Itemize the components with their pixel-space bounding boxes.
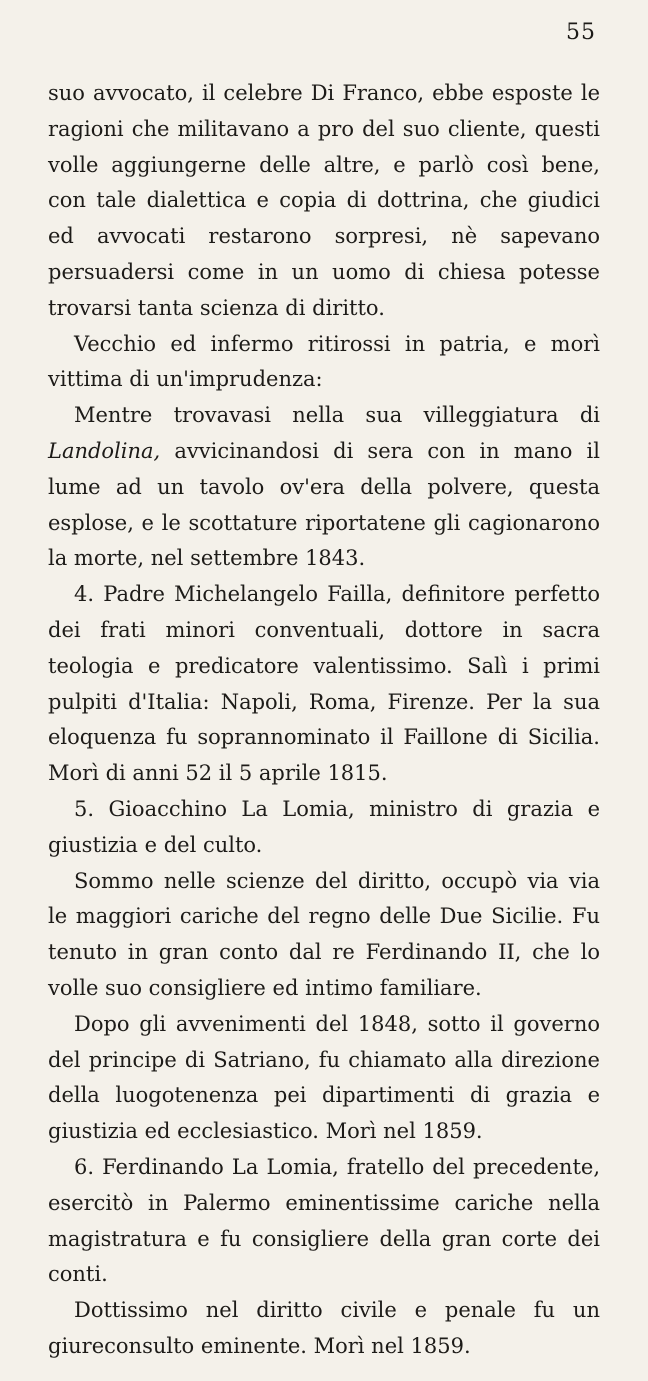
place-name-landolina: Landolina, xyxy=(48,438,161,463)
page-body xyxy=(48,76,600,1365)
paragraph-entry-4-failla: 4. Padre Michelangelo Failla, definitore perfetto dei frati minori conventuali, dottore in sacra teologia e predicatore valentissimo. Salì i primi pulpiti d'Italia: Napoli, Roma, Firenze. Per la sua eloquenza fu soprannominato il Faillone di Sicilia. Morì di anni 52 il 5 aprile 1815. xyxy=(48,582,600,786)
paragraph-advocate-speech: suo avvocato, il celebre Di Franco, ebbe esposte le ragioni che militavano a pro del suo cliente, questi volle aggiungerne delle altre, e parlò così bene, con tale dialettica e copia di dottrina, che giudici ed avvocati restarono sorpresi, nè sapevano persuadersi come in un uomo di chiesa potesse trovarsi tanta scienza di diritto. xyxy=(48,81,600,320)
paragraph-retirement: Vecchio ed infermo ritirossi in patria, e morì vittima di un'imprudenza: xyxy=(48,331,600,392)
paragraph-gioacchino-career: Sommo nelle scienze del diritto, occupò via via le maggiori cariche del regno delle Due Sicilie. Fu tenuto in gran conto dal re Ferdinando II, che lo volle suo consigliere ed intimo familiare. xyxy=(48,868,600,1000)
paragraph-gioacchino-1848: Dopo gli avvenimenti del 1848, sotto il governo del principe di Satriano, fu chiamato alla direzione della luogotenenza pei dipartimenti di grazia e giustizia ed ecclesiastico. Morì nel 1859. xyxy=(48,1011,600,1144)
paragraph-explosion-after: avvicinandosi di sera con in mano il lume ad un tavolo ov'era della polvere, questa esplose, e le scottature riportatene gli cagionarono la morte, nel settembre 1843. xyxy=(48,438,600,571)
paragraph-explosion-before: Mentre trovavasi nella sua villeggiatura di xyxy=(74,403,600,428)
paragraph-explosion xyxy=(48,398,600,577)
paragraph-entry-5-gioacchino: 5. Gioacchino La Lomia, ministro di grazia e giustizia e del culto. xyxy=(48,796,600,857)
paragraph-entry-6-ferdinando: 6. Ferdinando La Lomia, fratello del precedente, esercitò in Palermo eminentissime cariche nella magistratura e fu consigliere della gran corte dei conti. xyxy=(48,1154,600,1287)
page-number: 55 xyxy=(566,20,596,45)
paragraph-ferdinando-law: Dottissimo nel diritto civile e penale fu un giureconsulto eminente. Morì nel 1859. xyxy=(48,1298,600,1358)
